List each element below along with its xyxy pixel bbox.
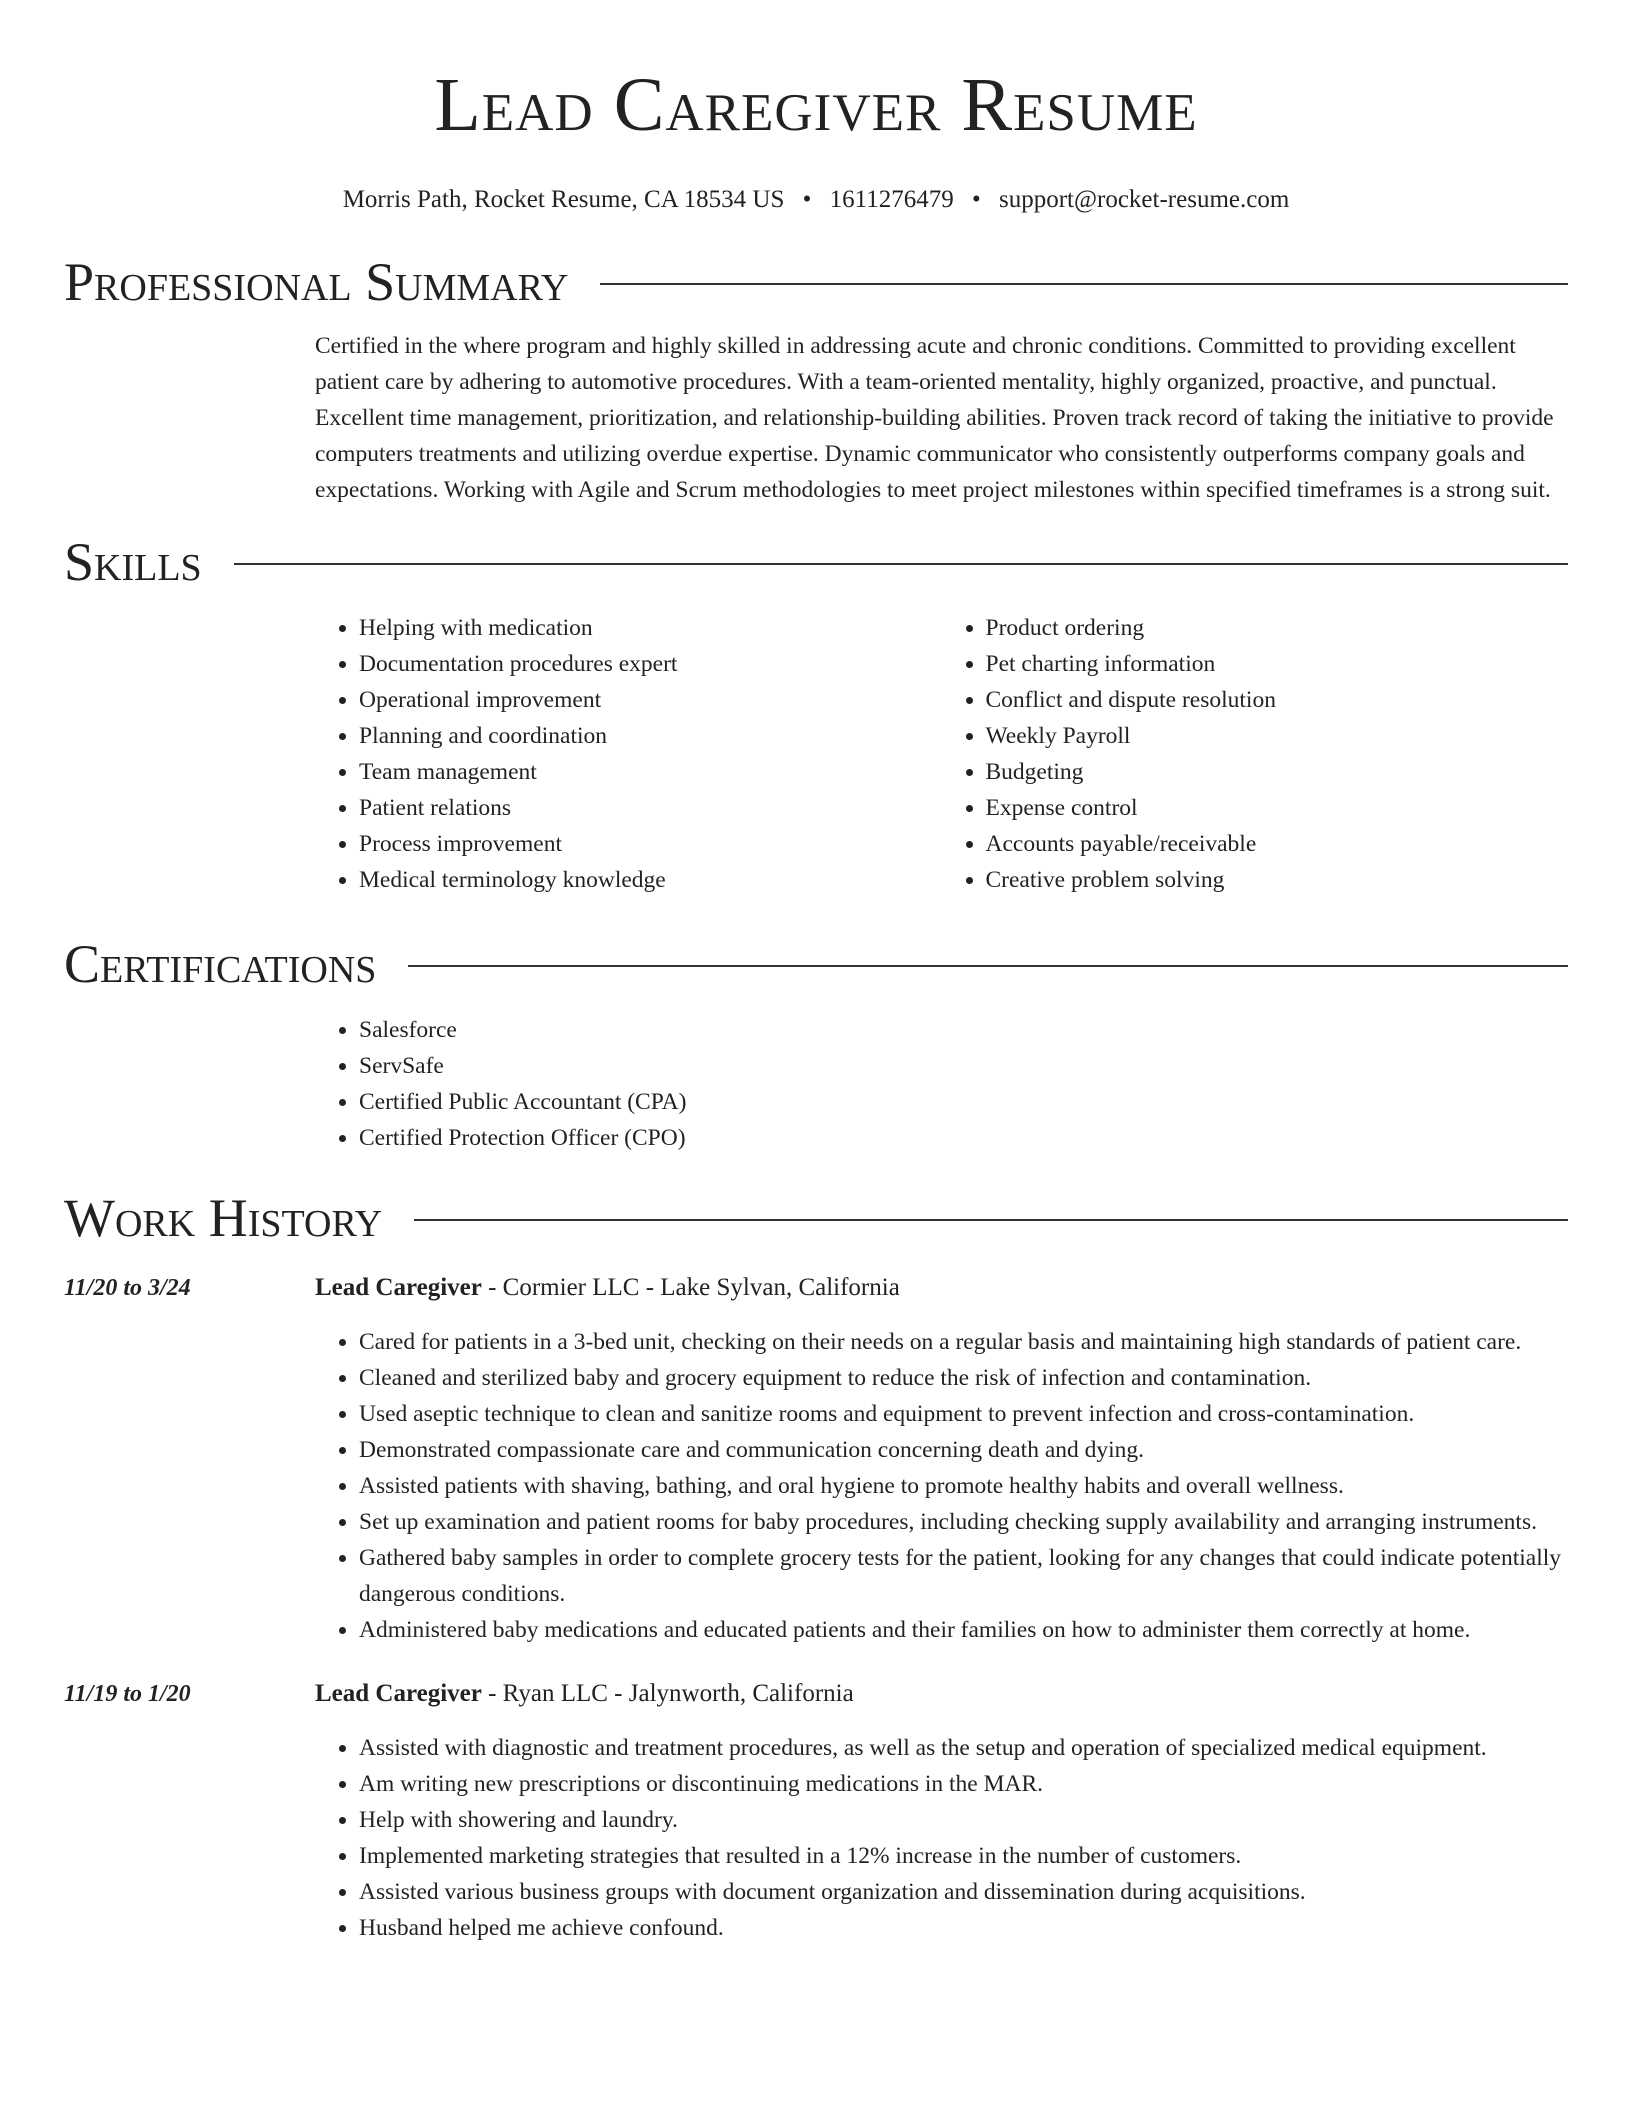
job-heading — [315, 1676, 1568, 1712]
skills-body — [315, 610, 1568, 898]
job-bullet: • Set up examination and patient rooms for baby procedures, including checking supply availability and arranging instruments. — [359, 1504, 1568, 1540]
skill-item: • Expense control — [986, 790, 1569, 826]
certification-item: • ServSafe — [359, 1048, 1568, 1084]
skill-item: • Budgeting — [986, 754, 1569, 790]
job-bullet: • Demonstrated compassionate care and communication concerning death and dying. — [359, 1432, 1568, 1468]
certifications-title: Certifications — [64, 934, 377, 994]
job-dates: 11/20 to 3/24 — [64, 1275, 191, 1301]
skills-section-header — [64, 530, 1568, 594]
job-entry — [64, 1270, 1568, 1648]
contact-separator: • — [802, 186, 812, 213]
job-bullets — [315, 1730, 1568, 1946]
job-entry — [64, 1676, 1568, 1946]
job-company: - Cormier LLC - Lake Sylvan, California — [481, 1274, 900, 1301]
contact-phone: 1611276479 — [829, 186, 954, 213]
summary-title: Professional Summary — [64, 252, 569, 312]
job-main — [315, 1676, 1568, 1946]
job-title: Lead Caregiver — [315, 1680, 482, 1707]
job-heading — [315, 1270, 1568, 1306]
certification-item: • Certified Public Accountant (CPA) — [359, 1084, 1568, 1120]
job-bullet: • Implemented marketing strategies that resulted in a 12% increase in the number of customers. — [359, 1838, 1568, 1874]
job-bullet: • Cared for patients in a 3-bed unit, checking on their needs on a regular basis and maintaining high standards of patient care. — [359, 1324, 1568, 1360]
section-divider — [408, 965, 1568, 967]
skill-item: • Process improvement — [359, 826, 942, 862]
contact-address: Morris Path, Rocket Resume, CA 18534 US — [342, 186, 785, 213]
summary-text: Certified in the where program and highly skilled in addressing acute and chronic conditions. Committed to providing excellent patient care by adhering to automotive procedures. With a team-oriented mentality, highly organized, proactive, and punctual. Excellent time management, prioritization, and relationship-building abilities. Proven track record of taking the initiative to provide computers treatments and utilizing overdue expertise. Dynamic communicator who consistently outperforms company goals and expectations. Working with Agile and Scrum methodologies to meet project milestones within specified timeframes is a strong suit. — [315, 333, 1554, 503]
certifications-body — [315, 1012, 1568, 1156]
job-bullet: • Assisted with diagnostic and treatment procedures, as well as the setup and operation of specialized medical equipment. — [359, 1730, 1568, 1766]
job-bullet: • Used aseptic technique to clean and sanitize rooms and equipment to prevent infection and cross-contamination. — [359, 1396, 1568, 1432]
job-main — [315, 1270, 1568, 1648]
skills-title: Skills — [64, 532, 202, 592]
section-divider — [234, 563, 1568, 565]
job-bullet: • Administered baby medications and educated patients and their families on how to administer them correctly at home. — [359, 1612, 1568, 1648]
job-bullet: • Husband helped me achieve confound. — [359, 1910, 1568, 1946]
skill-item: • Creative problem solving — [986, 862, 1569, 898]
job-company: - Ryan LLC - Jalynworth, California — [481, 1680, 854, 1707]
skill-item: • Pet charting information — [986, 646, 1569, 682]
contact-email: support@rocket-resume.com — [998, 186, 1290, 213]
job-bullet: • Assisted various business groups with document organization and dissemination during acquisitions. — [359, 1874, 1568, 1910]
skill-item: • Conflict and dispute resolution — [986, 682, 1569, 718]
job-bullet: • Am writing new prescriptions or discontinuing medications in the MAR. — [359, 1766, 1568, 1802]
contact-line — [64, 184, 1568, 216]
job-bullets — [315, 1324, 1568, 1648]
skills-list-left — [315, 610, 942, 898]
job-dates: 11/19 to 1/20 — [64, 1681, 191, 1707]
skill-item: • Product ordering — [986, 610, 1569, 646]
job-title: Lead Caregiver — [315, 1274, 482, 1301]
summary-section-header — [64, 250, 1568, 314]
resume-name: Lead Caregiver Resume — [434, 63, 1198, 147]
job-bullet: • Help with showering and laundry. — [359, 1802, 1568, 1838]
skill-item: • Helping with medication — [359, 610, 942, 646]
work-title: Work History — [64, 1188, 383, 1248]
job-bullet: • Gathered baby samples in order to complete grocery tests for the patient, looking for any changes that could indicate potentially dangerous conditions. — [359, 1540, 1568, 1612]
skill-item: • Documentation procedures expert — [359, 646, 942, 682]
skill-item: • Operational improvement — [359, 682, 942, 718]
section-divider — [600, 283, 1568, 285]
contact-separator: • — [971, 186, 981, 213]
certifications-list — [315, 1012, 1568, 1156]
summary-body — [315, 328, 1568, 508]
job-bullet: • Cleaned and sterilized baby and grocery equipment to reduce the risk of infection and contamination. — [359, 1360, 1568, 1396]
skill-item: • Medical terminology knowledge — [359, 862, 942, 898]
work-section-header — [64, 1186, 1568, 1250]
skills-list-right — [942, 610, 1569, 898]
certifications-section-header — [64, 932, 1568, 996]
certification-item: • Certified Protection Officer (CPO) — [359, 1120, 1568, 1156]
skill-item: • Patient relations — [359, 790, 942, 826]
skill-item: • Planning and coordination — [359, 718, 942, 754]
skill-item: • Team management — [359, 754, 942, 790]
skill-item: • Weekly Payroll — [986, 718, 1569, 754]
certification-item: • Salesforce — [359, 1012, 1568, 1048]
skill-item: • Accounts payable/receivable — [986, 826, 1569, 862]
section-divider — [414, 1219, 1568, 1221]
job-bullet: • Assisted patients with shaving, bathing, and oral hygiene to promote healthy habits and overall wellness. — [359, 1468, 1568, 1504]
